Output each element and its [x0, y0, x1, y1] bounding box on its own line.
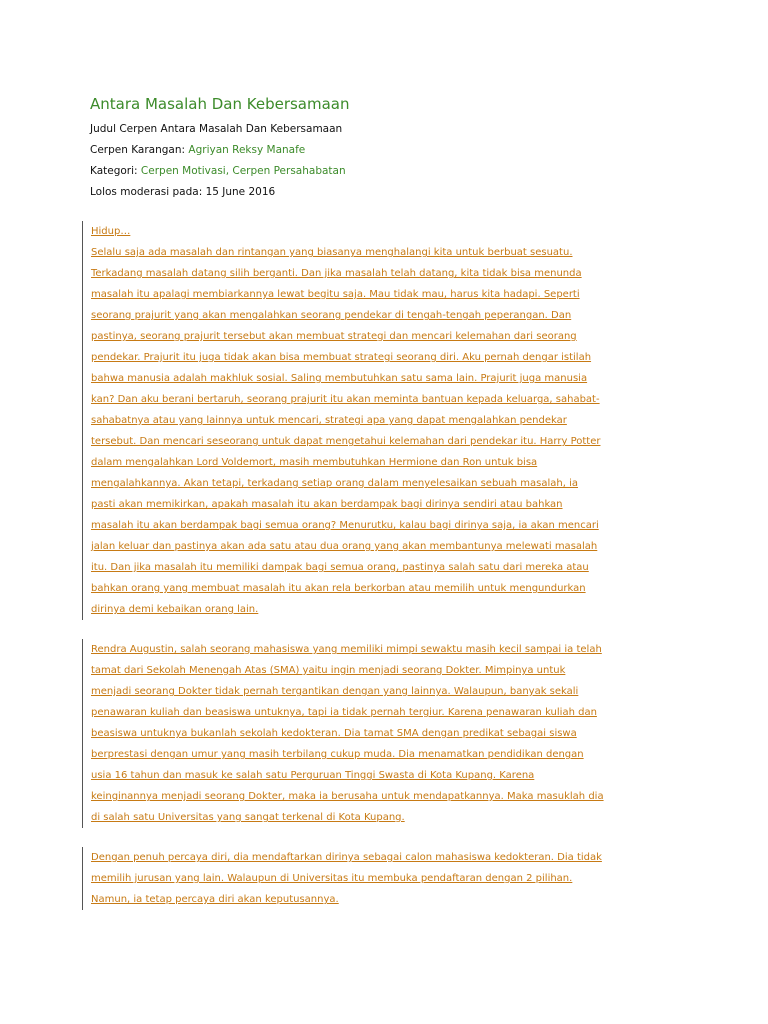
paragraph-block [82, 221, 611, 620]
paragraph-line[interactable]: Terkadang masalah datang silih berganti. Dan jika masalah telah datang, kita tidak bisa menunda [91, 268, 582, 279]
paragraph-line[interactable]: mengalahkannya. Akan tetapi, terkadang setiap orang dalam menyelesaikan sebuah masalah, ia [91, 478, 579, 489]
category-links[interactable]: Cerpen Motivasi, Cerpen Persahabatan [140, 165, 346, 177]
moderation-line [90, 186, 275, 198]
paragraph-line[interactable]: itu. Dan jika masalah itu memiliki dampak bagi semua orang, pastinya salah satu dari mereka atau [91, 562, 589, 573]
paragraph-line[interactable]: dalam mengalahkan Lord Voldemort, masih membutuhkan Hermione dan Ron untuk bisa [91, 457, 538, 468]
paragraph-line[interactable]: masalah itu akan berdampak bagi semua orang? Menurutku, kalau bagi dirinya saja, ia akan mencari [91, 520, 599, 531]
paragraph-line[interactable]: pasti akan memikirkan, apakah masalah itu akan berdampak bagi dirinya sendiri atau bahkan [91, 499, 563, 510]
paragraph-line[interactable]: beasiswa untuknya bukanlah sekolah kedokteran. Dia tamat SMA dengan predikat sebagai siswa [91, 728, 577, 739]
paragraph-line[interactable]: seorang prajurit yang akan mengalahkan seorang pendekar di tengah-tengah peperangan. Dan [91, 310, 572, 321]
paragraph-line[interactable]: Dengan penuh percaya diri, dia mendaftarkan dirinya sebagai calon mahasiswa kedokteran. Dia tidak [91, 852, 602, 863]
judul-line: Judul Cerpen Antara Masalah Dan Kebersamaan [90, 123, 343, 135]
author-line [90, 144, 305, 156]
paragraph-line[interactable]: pendekar. Prajurit itu juga tidak akan bisa membuat strategi seorang diri. Aku pernah dengar istilah [91, 352, 592, 363]
paragraph-line[interactable]: kan? Dan aku berani bertaruh, seorang prajurit itu akan meminta bantuan kepada keluarga, sahabat- [91, 394, 600, 405]
paragraph-line[interactable]: bahkan orang yang membuat masalah itu akan rela berkorban atau memilih untuk mengundurkan [91, 583, 586, 594]
paragraph-block [82, 847, 611, 910]
paragraph-line[interactable]: di salah satu Universitas yang sangat terkenal di Kota Kupang. [91, 812, 405, 823]
paragraph-line[interactable]: tersebut. Dan mencari seseorang untuk dapat mengetahui kelemahan dari pendekar itu. Harry Potter [91, 436, 601, 447]
paragraph-line[interactable]: Hidup… [91, 226, 131, 237]
paragraph-line[interactable]: pastinya, seorang prajurit tersebut akan membuat strategi dan mencari kelemahan dari seorang [91, 331, 577, 342]
paragraph-line[interactable]: bahwa manusia adalah makhluk sosial. Saling membutuhkan satu sama lain. Prajurit juga manusia [91, 373, 588, 384]
category-label: Kategori: [90, 165, 141, 177]
paragraph-line[interactable]: Selalu saja ada masalah dan rintangan yang biasanya menghalangi kita untuk berbuat sesuatu. [91, 247, 573, 258]
author-label: Cerpen Karangan: [90, 144, 189, 156]
category-line [90, 165, 346, 177]
paragraph-line[interactable]: berprestasi dengan umur yang masih terbilang cukup muda. Dia menamatkan pendidikan dengan [91, 749, 584, 760]
paragraph-line[interactable]: memilih jurusan yang lain. Walaupun di Universitas itu membuka pendaftaran dengan 2 pilihan. [91, 873, 573, 884]
moderation-label: Lolos moderasi pada: [90, 186, 206, 198]
paragraph-line[interactable]: jalan keluar dan pastinya akan ada satu atau dua orang yang akan membantunya melewati masalah [91, 541, 598, 552]
paragraph-line[interactable]: Namun, ia tetap percaya diri akan keputusannya. [91, 894, 339, 905]
paragraph-line[interactable]: usia 16 tahun dan masuk ke salah satu Perguruan Tinggi Swasta di Kota Kupang. Karena [91, 770, 535, 781]
paragraph-line[interactable]: masalah itu apalagi membiarkannya lewat begitu saja. Mau tidak mau, harus kita hadapi. Seperti [91, 289, 580, 300]
paragraph-line[interactable]: menjadi seorang Dokter tidak pernah tergantikan dengan yang lainnya. Walaupun, banyak sekali [91, 686, 579, 697]
paragraph-line[interactable]: Rendra Augustin, salah seorang mahasiswa yang memiliki mimpi sewaktu masih kecil sampai ia telah [91, 644, 602, 655]
paragraph-block [82, 639, 611, 828]
paragraph-line[interactable]: tamat dari Sekolah Menengah Atas (SMA) yaitu ingin menjadi seorang Dokter. Mimpinya untuk [91, 665, 566, 676]
paragraph-line[interactable]: keinginannya menjadi seorang Dokter, maka ia berusaha untuk mendapatkannya. Maka masuklah dia [91, 791, 604, 802]
moderation-date: 15 June 2016 [205, 186, 276, 198]
paragraph-line[interactable]: dirinya demi kebaikan orang lain. [91, 604, 259, 615]
article-title: Antara Masalah Dan Kebersamaan [90, 95, 350, 113]
paragraph-line[interactable]: penawaran kuliah dan beasiswa untuknya, tapi ia tidak pernah tergiur. Karena penawaran kuliah dan [91, 707, 597, 718]
author-link[interactable]: Agriyan Reksy Manafe [188, 144, 306, 156]
paragraph-line[interactable]: sahabatnya atau yang lainnya untuk mencari, strategi apa yang dapat mengalahkan pendekar [91, 415, 567, 426]
